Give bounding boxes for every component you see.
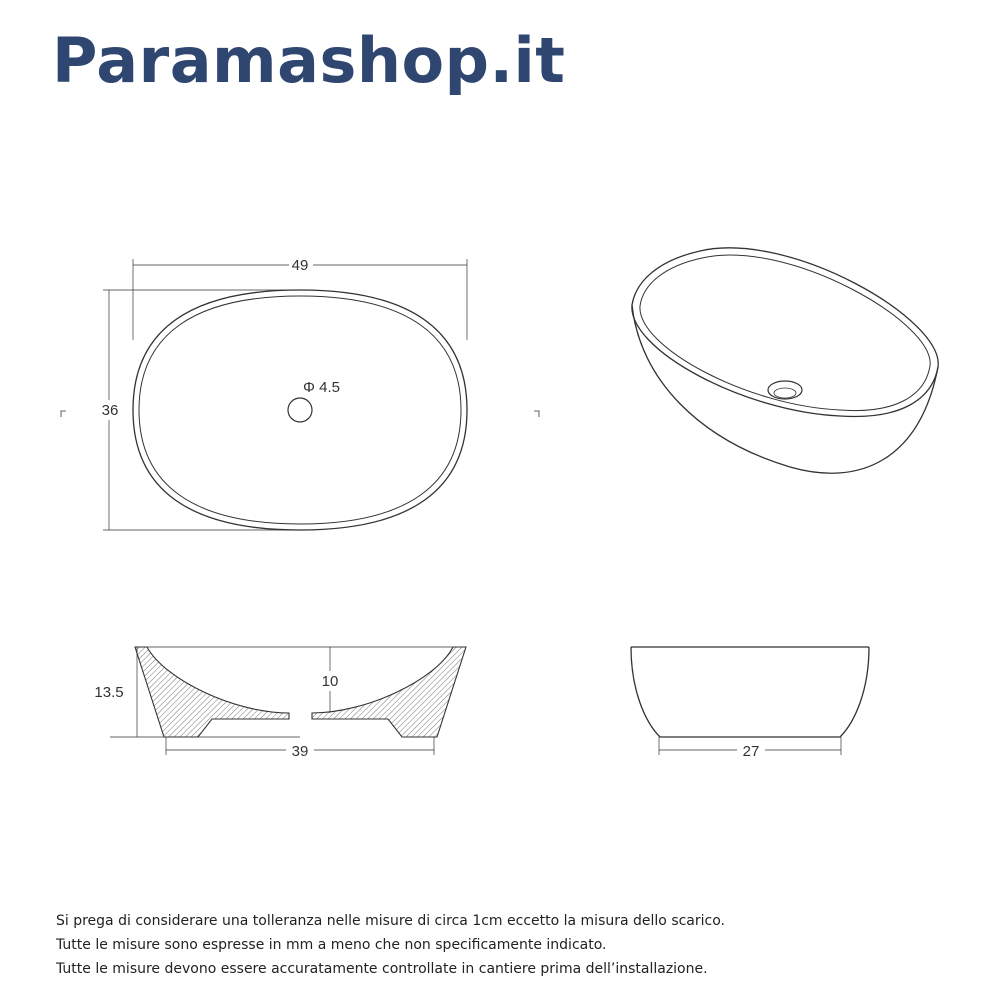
- basin-outer-rim: [133, 290, 467, 530]
- section-wall-left: [135, 647, 289, 737]
- section-base-label: 39: [291, 743, 309, 760]
- notes-section: [56, 909, 956, 981]
- perspective-view: [632, 248, 938, 473]
- height-label: 13.5: [94, 684, 124, 701]
- top-view: [61, 259, 539, 530]
- note-tolerance: Si prega di considerare una tolleranza nelle misure di circa 1cm eccetto la misura dello scarico.: [56, 913, 725, 929]
- note-verification: Tutte le misure devono essere accuratamente controllate in cantiere prima dell’installazione.: [56, 961, 708, 977]
- side-base-label: 27: [742, 743, 760, 760]
- basin-inner-rim: [139, 296, 461, 524]
- section-marker-right: [534, 411, 539, 417]
- inner-depth-label: 10: [321, 673, 339, 690]
- perspective-body: [632, 305, 938, 473]
- side-profile: [631, 647, 869, 737]
- section-wall-right: [312, 647, 466, 737]
- perspective-outer-rim: [632, 248, 938, 417]
- perspective-drain: [768, 381, 802, 399]
- width-label: 49: [291, 257, 309, 274]
- drain-diameter-label: Φ 4.5: [303, 379, 340, 396]
- side-view: [631, 647, 869, 755]
- perspective-inner-rim: [640, 255, 930, 411]
- section-view: [110, 647, 466, 755]
- depth-label: 36: [101, 402, 119, 419]
- brand-logo-text: Paramashop.it: [52, 24, 566, 97]
- perspective-drain-inner: [774, 388, 796, 398]
- drain-hole: [288, 398, 312, 422]
- note-units: Tutte le misure sono espresse in mm a meno che non specificamente indicato.: [56, 937, 607, 953]
- section-marker-left: [61, 411, 66, 417]
